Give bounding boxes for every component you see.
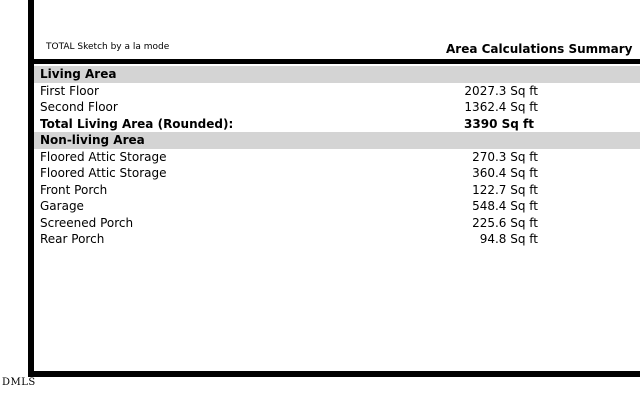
table-row [34, 215, 640, 232]
section-heading-living-area: Living Area [34, 66, 640, 83]
total-living-area-row [34, 116, 640, 133]
frame-bottom-border [28, 371, 640, 377]
row-label: Floored Attic Storage [40, 149, 167, 164]
total-value: 3390 Sq ft [464, 116, 534, 131]
row-label: Screened Porch [40, 215, 134, 230]
table-row [34, 182, 640, 199]
row-value: 1362.4 Sq ft [464, 100, 538, 114]
table-row [34, 165, 640, 182]
row-label: Garage [40, 199, 84, 213]
table-row [34, 99, 640, 116]
row-value: 122.7 Sq ft [472, 182, 538, 197]
row-value: 94.8 Sq ft [479, 232, 538, 246]
row-value: 360.4 Sq ft [472, 166, 538, 180]
row-value: 2027.3 Sq ft [464, 83, 538, 98]
total-label: Total Living Area (Rounded): [40, 116, 234, 131]
row-label: Floored Attic Storage [40, 166, 167, 180]
row-label: Second Floor [40, 100, 118, 114]
table-row [34, 149, 640, 166]
row-label: Front Porch [40, 182, 108, 197]
software-credit: TOTAL Sketch by a la mode [46, 42, 170, 52]
header-divider [28, 59, 640, 64]
area-table [34, 66, 640, 248]
row-value: 548.4 Sq ft [472, 199, 538, 213]
section-heading-non-living-area: Non-living Area [34, 132, 640, 149]
row-value: 270.3 Sq ft [472, 149, 538, 164]
row-label: Rear Porch [40, 232, 105, 246]
mls-watermark: DMLS [2, 377, 36, 388]
table-row [34, 198, 640, 215]
report-title: Area Calculations Summary [446, 42, 633, 56]
row-value: 225.6 Sq ft [472, 215, 538, 230]
table-row [34, 231, 640, 248]
row-label: First Floor [40, 83, 99, 98]
table-row [34, 83, 640, 100]
